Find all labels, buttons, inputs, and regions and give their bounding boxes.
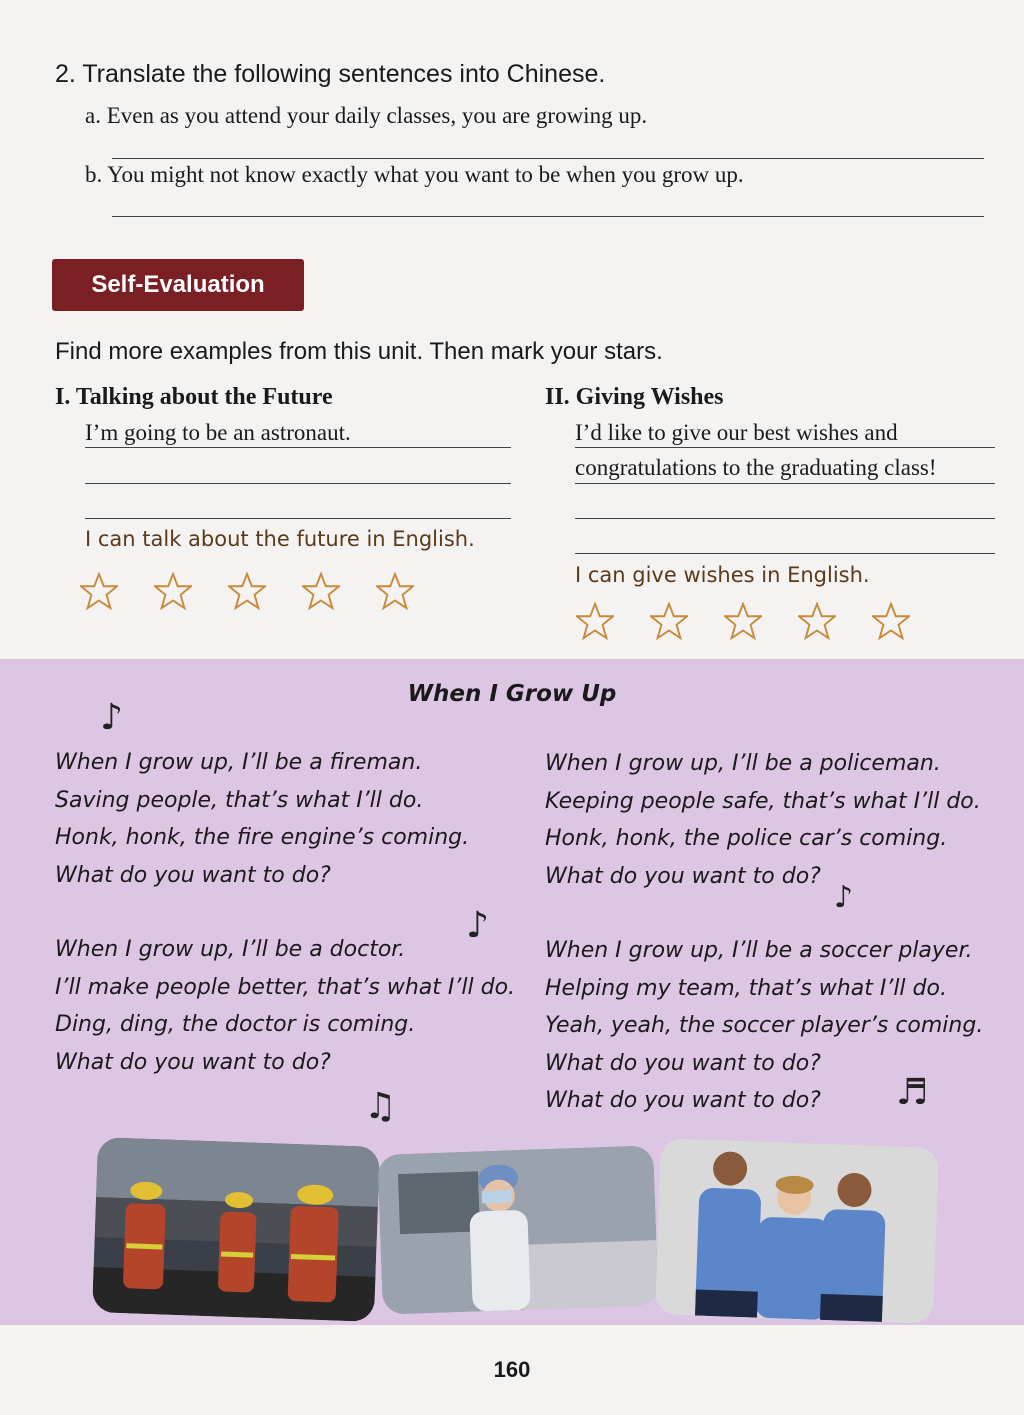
music-note-icon: ♪	[100, 697, 123, 738]
music-note-icon: ♪	[466, 905, 489, 946]
lyric-line: Honk, honk, the police car’s coming.	[545, 826, 948, 851]
lyric-line: Yeah, yeah, the soccer player’s coming.	[545, 1013, 984, 1038]
wishes-line-1[interactable]	[575, 447, 995, 448]
music-note-icon: ♫	[364, 1086, 397, 1127]
lyric-line: When I grow up, I’ll be a doctor.	[55, 937, 406, 962]
lyric-line: Saving people, that’s what I’ll do.	[55, 787, 424, 813]
star-icon[interactable]	[650, 602, 688, 640]
star-icon[interactable]	[80, 572, 118, 610]
lyric-line: Helping my team, that’s what I’ll do.	[545, 975, 947, 1001]
police-officers-photo	[655, 1138, 939, 1324]
future-line-3[interactable]	[85, 518, 511, 519]
future-star-rating[interactable]	[80, 572, 414, 610]
future-example: I’m going to be an astronaut.	[85, 420, 351, 445]
lyric-line: What do you want to do?	[545, 863, 821, 889]
wishes-can-do: I can give wishes in English.	[575, 563, 870, 587]
page-number: 160	[493, 1357, 531, 1382]
sentence-b: b. You might not know exactly what you want to be when you grow up.	[85, 162, 744, 187]
stanza-soccer-player	[545, 932, 983, 1120]
future-line-1[interactable]	[85, 447, 511, 448]
lyric-line: What do you want to do?	[55, 1049, 331, 1075]
star-icon[interactable]	[228, 572, 266, 610]
music-note-icon: ♬	[896, 1072, 929, 1113]
sentence-a: a. Even as you attend your daily classes, you are growing up.	[85, 103, 648, 128]
future-line-2[interactable]	[85, 483, 511, 484]
wishes-line-3[interactable]	[575, 518, 995, 519]
wishes-example-line-1: I’d like to give our best wishes and	[575, 420, 898, 445]
wishes-line-4[interactable]	[575, 553, 995, 554]
answer-line-b[interactable]	[112, 216, 984, 217]
wishes-line-2[interactable]	[575, 483, 995, 484]
exercise-title: 2. Translate the following sentences into Chinese.	[55, 60, 606, 88]
star-icon[interactable]	[302, 572, 340, 610]
doctor-photo	[377, 1145, 658, 1315]
star-icon[interactable]	[798, 602, 836, 640]
future-can-do: I can talk about the future in English.	[85, 527, 475, 551]
star-icon[interactable]	[872, 602, 910, 640]
star-icon[interactable]	[724, 602, 762, 640]
song-title: When I Grow Up	[407, 681, 617, 707]
lyric-line: What do you want to do?	[545, 1050, 821, 1076]
lyric-line: When I grow up, I’ll be a soccer player.	[545, 938, 973, 963]
lyric-line: Keeping people safe, that’s what I’ll do.	[545, 788, 981, 814]
lyric-line: Ding, ding, the doctor is coming.	[55, 1012, 416, 1037]
star-icon[interactable]	[576, 602, 614, 640]
stanza-policeman	[545, 745, 981, 895]
stanza-fireman	[55, 744, 469, 894]
star-icon[interactable]	[376, 572, 414, 610]
lyric-line: When I grow up, I’ll be a fireman.	[55, 750, 423, 775]
future-heading: I. Talking about the Future	[55, 384, 333, 410]
answer-line-a[interactable]	[112, 158, 984, 159]
lyric-line: What do you want to do?	[55, 862, 331, 888]
star-icon[interactable]	[154, 572, 192, 610]
self-evaluation-badge: Self-Evaluation	[52, 259, 304, 311]
wishes-star-rating[interactable]	[576, 602, 910, 640]
wishes-heading: II. Giving Wishes	[545, 384, 724, 410]
instruction: Find more examples from this unit. Then mark your stars.	[55, 338, 663, 365]
lyric-line: When I grow up, I’ll be a policeman.	[545, 751, 941, 776]
stanza-doctor	[55, 931, 515, 1081]
music-note-icon: ♪	[834, 880, 854, 915]
lyric-line: I’ll make people better, that’s what I’ll do.	[55, 974, 516, 1000]
firefighters-photo	[92, 1137, 380, 1322]
wishes-example-line-2: congratulations to the graduating class!	[575, 455, 937, 480]
lyric-line: What do you want to do?	[545, 1088, 821, 1113]
lyric-line: Honk, honk, the fire engine’s coming.	[55, 825, 470, 850]
